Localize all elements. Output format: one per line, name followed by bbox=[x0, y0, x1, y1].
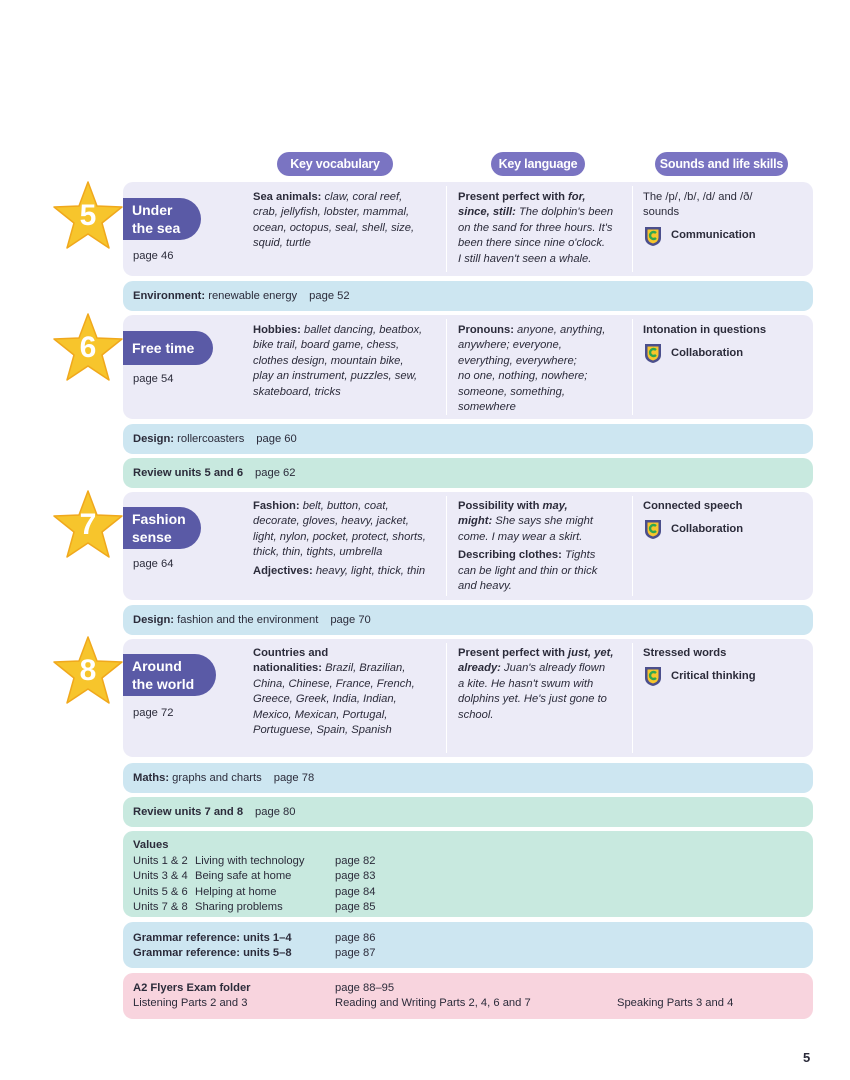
values-row: Units 7 & 8 Sharing problems page 85 bbox=[133, 901, 376, 914]
exam-page: page 88–95 bbox=[335, 982, 395, 994]
grammar-reference bbox=[123, 922, 813, 968]
life-skill-shield-icon bbox=[643, 518, 663, 540]
unit-6-number: 6 bbox=[79, 331, 97, 364]
life-skill-shield-icon bbox=[643, 342, 663, 364]
band-environment: Environment: renewable energy page 52 bbox=[123, 281, 813, 311]
exam-listening: Listening Parts 2 and 3 bbox=[133, 997, 248, 1009]
values-row: Units 1 & 2 Living with technology page 82 bbox=[133, 855, 376, 867]
unit-8-page: page 72 bbox=[133, 707, 174, 719]
grammar-row: Grammar reference: units 5–8 page 87 bbox=[133, 947, 376, 960]
life-skill-shield-icon bbox=[643, 225, 663, 247]
unit-7-language: Possibility with may, might: She says she might come. I may wear a skirt. Describing clothes: Tights can be light and thin or thick and heavy. bbox=[458, 500, 598, 593]
life-skill-shield-icon bbox=[643, 665, 663, 687]
grammar-row: Grammar reference: units 1–4 page 86 bbox=[133, 932, 376, 944]
unit-5-language: Present perfect with for, since, still: The dolphin's been on the sand for three hours. It's been there since nine o'clock. I still haven't seen a whale. bbox=[458, 191, 614, 265]
header-key-vocabulary: Key vocabulary bbox=[277, 152, 393, 176]
unit-7-vocabulary: Fashion: belt, button, coat, decorate, gloves, heavy, jacket, light, nylon, pocket, protect, shorts, thick, thin, tights, umbrella Adjectives: heavy, light, thick, thin bbox=[253, 500, 426, 577]
unit-6-row bbox=[123, 315, 813, 419]
header-sounds-life-skills: Sounds and life skills bbox=[655, 152, 788, 176]
page-number: 5 bbox=[803, 1050, 811, 1065]
exam-reading: Reading and Writing Parts 2, 4, 6 and 7 bbox=[335, 997, 531, 1009]
unit-8-sounds: Stressed words Critical thinking bbox=[643, 646, 808, 687]
values-row: Units 3 & 4 Being safe at home page 83 bbox=[133, 870, 376, 883]
unit-7-number: 7 bbox=[79, 508, 97, 541]
values-section bbox=[123, 831, 813, 917]
unit-7-sounds: Connected speech Collaboration bbox=[643, 499, 808, 540]
unit-5-row bbox=[123, 182, 813, 276]
values-list bbox=[133, 854, 375, 916]
unit-5-page: page 46 bbox=[133, 250, 174, 262]
unit-5-sounds: The /p/, /b/, /d/ and /ð/ sounds Communication bbox=[643, 190, 808, 247]
values-row: Units 5 & 6 Helping at home page 84 bbox=[133, 885, 376, 898]
band-design-fashion: Design: fashion and the environment page 70 bbox=[123, 605, 813, 635]
unit-8-number: 8 bbox=[79, 654, 97, 687]
unit-5-number: 5 bbox=[79, 199, 97, 232]
values-title: Values bbox=[133, 839, 169, 851]
unit-5-vocabulary: Sea animals: claw, coral reef, crab, jellyfish, lobster, mammal, ocean, octopus, seal, shell, size, squid, turtle bbox=[253, 191, 415, 250]
band-maths: Maths: graphs and charts page 78 bbox=[123, 763, 813, 793]
unit-7-title: Fashion sense bbox=[123, 507, 201, 549]
exam-folder bbox=[123, 973, 813, 1019]
unit-6-title: Free time bbox=[123, 331, 213, 365]
unit-8-row bbox=[123, 639, 813, 757]
unit-7-row bbox=[123, 492, 813, 600]
header-key-language: Key language bbox=[491, 152, 585, 176]
unit-6-language: Pronouns: anyone, anything, anywhere; everyone, everything, everywhere; no one, nothing, nowhere; someone, something, somewhere bbox=[458, 324, 606, 414]
unit-8-vocabulary: Countries and nationalities: Brazil, Brazilian, China, Chinese, France, French, Greece, Greek, India, Indian, Mexico, Mexican, Portugal, Portuguese, Spain, Spanish bbox=[253, 647, 415, 737]
unit-8-title: Around the world bbox=[123, 654, 216, 696]
unit-5-title: Under the sea bbox=[123, 198, 201, 240]
band-design-rollercoasters: Design: rollercoasters page 60 bbox=[123, 424, 813, 454]
band-review-7-8: Review units 7 and 8 page 80 bbox=[123, 797, 813, 827]
unit-6-page: page 54 bbox=[133, 373, 174, 385]
unit-7-page: page 64 bbox=[133, 558, 174, 570]
exam-title: A2 Flyers Exam folder bbox=[133, 982, 251, 994]
exam-speaking: Speaking Parts 3 and 4 bbox=[617, 997, 734, 1009]
unit-8-language: Present perfect with just, yet, already: Juan's already flown a kite. He hasn't swum with dolphins yet. He's just gone to school. bbox=[458, 647, 614, 721]
band-review-5-6: Review units 5 and 6 page 62 bbox=[123, 458, 813, 488]
unit-6-vocabulary: Hobbies: ballet dancing, beatbox, bike trail, board game, chess, clothes design, mountain bike, play an instrument, puzzles, sew, skateboard, tricks bbox=[253, 324, 423, 398]
unit-6-sounds: Intonation in questions Collaboration bbox=[643, 323, 808, 364]
